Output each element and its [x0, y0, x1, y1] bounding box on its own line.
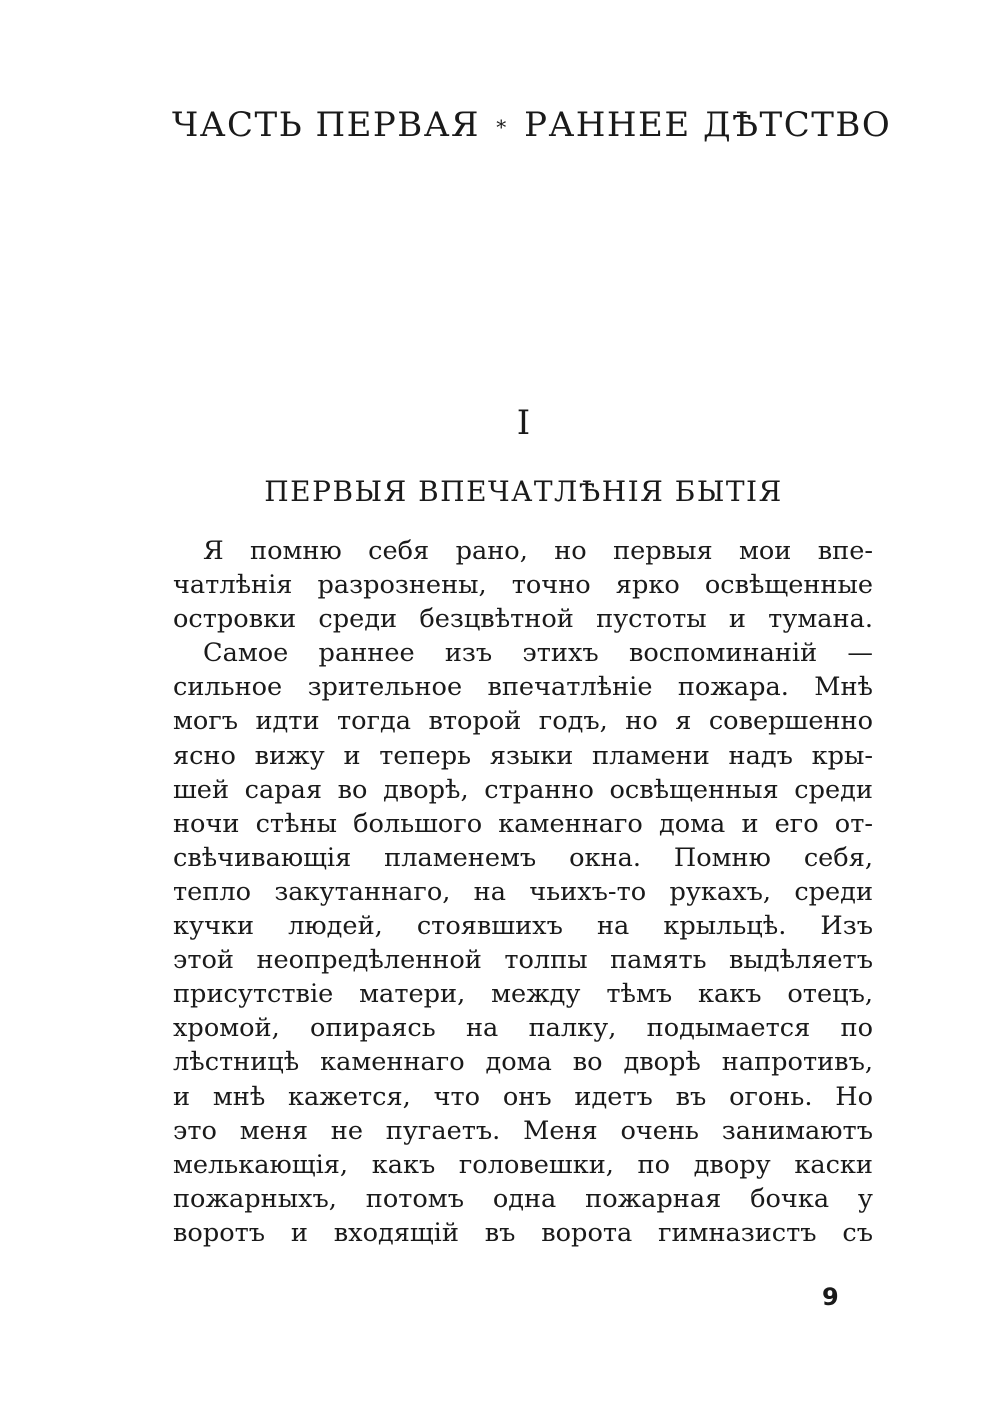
text-line: этой неопредѣленной толпы память выдѣляетъ	[173, 945, 873, 976]
text-line: тепло закутаннаго, на чьихъ-то рукахъ, среди	[173, 876, 873, 907]
part-label: ЧАСТЬ ПЕРВАЯ	[172, 105, 480, 145]
text-line: это меня не пугаетъ. Меня очень занимаютъ	[173, 1115, 873, 1146]
text-line: и мнѣ кажется, что онъ идетъ въ огонь. Но	[173, 1081, 873, 1112]
text-line: Самое раннее изъ этихъ воспоминаній —	[203, 638, 873, 669]
text-line: лѣстницѣ каменнаго дома во дворѣ напротивъ,	[173, 1047, 873, 1078]
text-line: кучки людей, стоявшихъ на крыльцѣ. Изъ	[173, 911, 873, 942]
text-line: присутствіе матери, между тѣмъ какъ отецъ,	[173, 979, 873, 1010]
text-line: сильное зрительное впечатлѣніе пожара. Мнѣ	[173, 672, 873, 703]
part-subtitle: РАННЕЕ ДѢТСТВО	[524, 105, 892, 145]
separator-star-icon: *	[496, 115, 508, 139]
chapter-title: ПЕРВЫЯ ВПЕЧАТЛѢНІЯ БЫТІЯ	[264, 475, 783, 508]
text-line: пожарныхъ, потомъ одна пожарная бочка у	[173, 1183, 873, 1214]
page-number: 9	[822, 1283, 839, 1311]
text-line: воротъ и входящій въ ворота гимназистъ съ	[173, 1217, 873, 1248]
text-line: Я помню себя рано, но первыя мои впе-	[203, 536, 873, 566]
text-line: свѣчивающія пламенемъ окна. Помню себя,	[173, 842, 873, 873]
text-line: ночи стѣны большого каменнаго дома и его от-	[173, 808, 873, 839]
chapter-number: I	[516, 403, 531, 443]
text-line: хромой, опираясь на палку, подымается по	[173, 1013, 873, 1044]
text-line: островки среди безцвѣтной пустоты и тумана.	[173, 604, 873, 635]
body-text	[173, 534, 873, 1250]
text-line: мелькающія, какъ головешки, по двору каски	[173, 1149, 873, 1180]
text-line: чатлѣнія разрознены, точно ярко освѣщенные	[173, 570, 873, 601]
part-title	[172, 100, 892, 152]
text-line: могъ идти тогда второй годъ, но я совершенно	[173, 706, 873, 737]
text-line: ясно вижу и теперь языки пламени надъ кры-	[173, 740, 873, 771]
text-line: шей сарая во дворѣ, странно освѣщенныя среди	[173, 774, 873, 805]
